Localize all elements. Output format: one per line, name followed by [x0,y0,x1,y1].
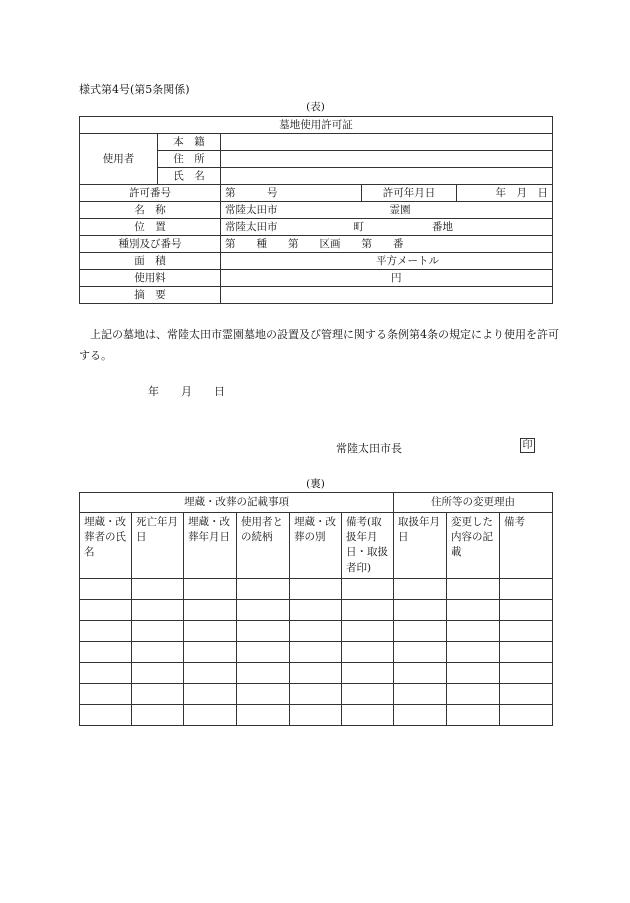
area-value: 平方メートル [221,253,553,270]
name-value [221,168,553,185]
group-burial-records: 埋蔵・改葬の記載事項 [80,493,394,513]
col-handling-date: 取扱年月日 [394,513,447,579]
form-number: 様式第4号(第5条関係) [79,83,190,96]
permit-no-label: 許可番号 [80,185,221,202]
location-value [221,219,553,236]
fee-value: 円 [221,270,553,287]
permit-no-value: 第 号 [221,185,362,202]
seal-label: 印 [520,438,535,453]
honseki-label: 本 籍 [158,134,221,151]
permit-date-value: 年 月 日 [457,185,553,202]
type-value: 第 種 第 区画 第 番 [221,236,553,253]
table-row [80,620,553,641]
col-death-date: 死亡年月日 [132,513,184,579]
seal-mark [520,438,535,453]
front-side-label: (表) [306,101,325,113]
col-burial-type: 埋蔵・改葬の別 [290,513,342,579]
signer: 常陸太田市長 [336,442,402,455]
record-table [79,492,553,726]
group-change-reasons: 住所等の変更理由 [394,493,553,513]
col-remarks: 備考 [500,513,553,579]
location-label: 位 置 [80,219,221,236]
issue-date: 年 月 日 [148,385,225,398]
location-banchi: 番地 [432,220,453,233]
area-label: 面 積 [80,253,221,270]
table-row [80,641,553,662]
permit-date-label: 許可年月日 [362,185,457,202]
address-value [221,151,553,168]
name-label: 氏 名 [158,168,221,185]
table-row [80,662,553,683]
body-text: 上記の墓地は、常陸太田市霊園墓地の設置及び管理に関する条例第4条の規定により使用を許可する。 [79,328,559,362]
permit-table [79,116,553,304]
col-burial-date: 埋蔵・改葬年月日 [184,513,237,579]
address-label: 住 所 [158,151,221,168]
remarks-value [221,287,553,304]
cemetery-city: 常陸太田市 [225,203,278,216]
back-side-label: (裏) [306,478,325,490]
permit-title: 墓地使用許可証 [80,117,553,134]
cemetery-name-value [221,202,553,219]
cemetery-suffix: 霊園 [389,203,411,216]
location-town: 町 [353,220,364,233]
cemetery-name-label: 名 称 [80,202,221,219]
location-city: 常陸太田市 [225,220,278,233]
type-label: 種別及び番号 [80,236,221,253]
table-row [80,704,553,725]
fee-label: 使用料 [80,270,221,287]
table-row [80,683,553,704]
col-relationship: 使用者との続柄 [237,513,290,579]
honseki-value [221,134,553,151]
col-remarks-handler: 備考(取扱年月日・取扱者印) [342,513,394,579]
table-row [80,599,553,620]
col-deceased-name: 埋蔵・改葬者の氏 名 [80,513,132,579]
col-change-details: 変更した内容の記載 [447,513,500,579]
table-row [80,578,553,599]
remarks-label: 摘 要 [80,287,221,304]
user-label: 使用者 [80,134,158,185]
